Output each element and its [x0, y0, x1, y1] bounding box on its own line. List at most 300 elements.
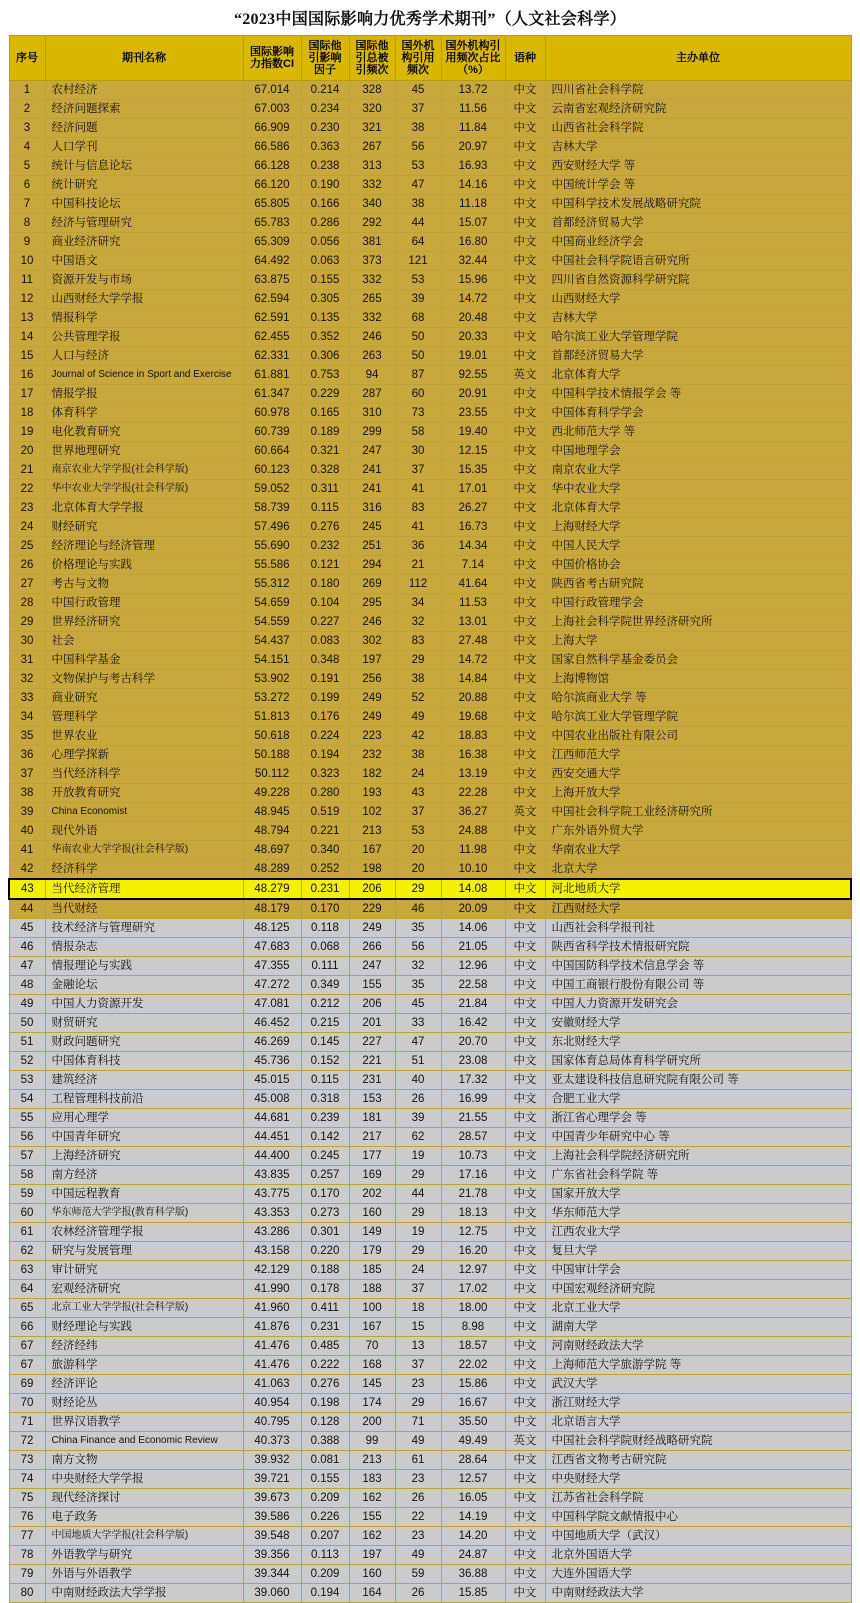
table-row[interactable] — [9, 1394, 851, 1413]
cell-ci: 43.775 — [243, 1185, 301, 1204]
cell-journal-name: 经济科学 — [45, 860, 243, 880]
column-header-foreign-institution-citations: 国外机构引用频次 — [395, 36, 441, 81]
cell-host-institution: 上海师范大学旅游学院 等 — [545, 1356, 851, 1375]
table-row[interactable] — [9, 1299, 851, 1318]
cell-impact-factor: 0.318 — [301, 1090, 349, 1109]
table-row[interactable] — [9, 1546, 851, 1565]
cell-foreign-institution-citations: 29 — [395, 651, 441, 670]
cell-ci: 54.659 — [243, 594, 301, 613]
cell-ci: 47.355 — [243, 957, 301, 976]
cell-language: 中文 — [505, 499, 545, 518]
cell-language: 中文 — [505, 1375, 545, 1394]
cell-host-institution: 亚太建设科技信息研究院有限公司 等 — [545, 1071, 851, 1090]
table-row[interactable] — [9, 1413, 851, 1432]
cell-foreign-citation-percent: 10.10 — [441, 860, 505, 880]
cell-language: 中文 — [505, 1033, 545, 1052]
cell-ci: 62.594 — [243, 290, 301, 309]
cell-total-citations: 149 — [349, 1223, 395, 1242]
cell-impact-factor: 0.257 — [301, 1166, 349, 1185]
cell-foreign-citation-percent: 21.55 — [441, 1109, 505, 1128]
table-row[interactable] — [9, 1565, 851, 1584]
cell-ci: 39.060 — [243, 1584, 301, 1603]
table-row[interactable] — [9, 366, 851, 385]
table-row[interactable] — [9, 81, 851, 100]
cell-ci: 63.875 — [243, 271, 301, 290]
cell-total-citations: 183 — [349, 1470, 395, 1489]
cell-rank: 46 — [9, 938, 45, 957]
cell-host-institution: 西安交通大学 — [545, 765, 851, 784]
table-row[interactable] — [9, 518, 851, 537]
cell-journal-name: 技术经济与管理研究 — [45, 919, 243, 938]
cell-foreign-institution-citations: 58 — [395, 423, 441, 442]
cell-ci: 45.008 — [243, 1090, 301, 1109]
cell-foreign-institution-citations: 37 — [395, 1356, 441, 1375]
cell-foreign-institution-citations: 32 — [395, 613, 441, 632]
cell-impact-factor: 0.121 — [301, 556, 349, 575]
table-row[interactable] — [9, 442, 851, 461]
cell-language: 中文 — [505, 727, 545, 746]
cell-foreign-citation-percent: 14.72 — [441, 651, 505, 670]
table-row[interactable] — [9, 100, 851, 119]
cell-ci: 40.373 — [243, 1432, 301, 1451]
cell-rank: 8 — [9, 214, 45, 233]
cell-host-institution: 中国地质大学（武汉） — [545, 1527, 851, 1546]
cell-host-institution: 武汉大学 — [545, 1375, 851, 1394]
table-row[interactable] — [9, 309, 851, 328]
cell-foreign-institution-citations: 45 — [395, 81, 441, 100]
cell-total-citations: 167 — [349, 841, 395, 860]
cell-host-institution: 中国科学技术发展战略研究院 — [545, 195, 851, 214]
table-row[interactable] — [9, 860, 851, 880]
cell-total-citations: 188 — [349, 1280, 395, 1299]
cell-foreign-institution-citations: 22 — [395, 1508, 441, 1527]
table-row[interactable] — [9, 214, 851, 233]
table-row[interactable] — [9, 651, 851, 670]
cell-rank: 70 — [9, 1394, 45, 1413]
table-row[interactable] — [9, 328, 851, 347]
cell-host-institution: 北京体育大学 — [545, 366, 851, 385]
cell-rank: 23 — [9, 499, 45, 518]
cell-impact-factor: 0.142 — [301, 1128, 349, 1147]
cell-rank: 60 — [9, 1204, 45, 1223]
cell-foreign-citation-percent: 17.02 — [441, 1280, 505, 1299]
cell-language: 中文 — [505, 138, 545, 157]
cell-language: 中文 — [505, 556, 545, 575]
cell-language: 中文 — [505, 252, 545, 271]
cell-language: 中文 — [505, 1584, 545, 1603]
cell-host-institution: 中国人民大学 — [545, 537, 851, 556]
cell-language: 中文 — [505, 976, 545, 995]
cell-language: 中文 — [505, 938, 545, 957]
cell-foreign-institution-citations: 29 — [395, 1242, 441, 1261]
cell-journal-name: 中国语文 — [45, 252, 243, 271]
cell-foreign-institution-citations: 44 — [395, 214, 441, 233]
cell-total-citations: 249 — [349, 689, 395, 708]
cell-host-institution: 中国行政管理学会 — [545, 594, 851, 613]
cell-host-institution: 首都经济贸易大学 — [545, 214, 851, 233]
cell-foreign-institution-citations: 53 — [395, 822, 441, 841]
table-row[interactable] — [9, 1527, 851, 1546]
cell-ci: 54.559 — [243, 613, 301, 632]
cell-journal-name: 文物保护与考古科学 — [45, 670, 243, 689]
table-row[interactable] — [9, 1033, 851, 1052]
table-row[interactable] — [9, 1128, 851, 1147]
cell-rank: 58 — [9, 1166, 45, 1185]
cell-foreign-citation-percent: 21.78 — [441, 1185, 505, 1204]
cell-total-citations: 185 — [349, 1261, 395, 1280]
cell-journal-name: 外语与外语教学 — [45, 1565, 243, 1584]
cell-foreign-institution-citations: 36 — [395, 537, 441, 556]
cell-rank: 49 — [9, 995, 45, 1014]
cell-language: 中文 — [505, 613, 545, 632]
cell-foreign-citation-percent: 22.02 — [441, 1356, 505, 1375]
cell-impact-factor: 0.301 — [301, 1223, 349, 1242]
table-row[interactable] — [9, 195, 851, 214]
table-row[interactable] — [9, 290, 851, 309]
cell-foreign-citation-percent: 22.58 — [441, 976, 505, 995]
cell-host-institution: 西北师范大学 等 — [545, 423, 851, 442]
cell-language: 中文 — [505, 271, 545, 290]
cell-host-institution: 北京语言大学 — [545, 1413, 851, 1432]
table-row[interactable] — [9, 1280, 851, 1299]
cell-journal-name: 现代经济探讨 — [45, 1489, 243, 1508]
cell-rank: 55 — [9, 1109, 45, 1128]
cell-host-institution: 中国社会科学院财经战略研究院 — [545, 1432, 851, 1451]
column-header-total-citations: 国际他引总被引频次 — [349, 36, 395, 81]
cell-foreign-institution-citations: 29 — [395, 1204, 441, 1223]
cell-ci: 43.286 — [243, 1223, 301, 1242]
cell-foreign-citation-percent: 11.98 — [441, 841, 505, 860]
cell-impact-factor: 0.199 — [301, 689, 349, 708]
column-header-host-institution: 主办单位 — [545, 36, 851, 81]
cell-ci: 54.437 — [243, 632, 301, 651]
cell-host-institution: 中国青少年研究中心 等 — [545, 1128, 851, 1147]
cell-total-citations: 381 — [349, 233, 395, 252]
table-row[interactable] — [9, 1147, 851, 1166]
table-row[interactable] — [9, 347, 851, 366]
cell-impact-factor: 0.519 — [301, 803, 349, 822]
cell-language: 中文 — [505, 157, 545, 176]
cell-foreign-citation-percent: 12.97 — [441, 1261, 505, 1280]
table-row[interactable] — [9, 556, 851, 575]
cell-ci: 55.690 — [243, 537, 301, 556]
cell-impact-factor: 0.178 — [301, 1280, 349, 1299]
cell-total-citations: 223 — [349, 727, 395, 746]
cell-journal-name: 财经研究 — [45, 518, 243, 537]
cell-host-institution: 首都经济贸易大学 — [545, 347, 851, 366]
cell-rank: 50 — [9, 1014, 45, 1033]
table-row[interactable] — [9, 461, 851, 480]
table-row[interactable] — [9, 1109, 851, 1128]
cell-language: 中文 — [505, 1242, 545, 1261]
cell-journal-name: 当代经济管理 — [45, 879, 243, 899]
cell-host-institution: 四川省自然资源科学研究院 — [545, 271, 851, 290]
cell-impact-factor: 0.311 — [301, 480, 349, 499]
cell-ci: 50.112 — [243, 765, 301, 784]
cell-total-citations: 229 — [349, 899, 395, 919]
cell-impact-factor: 0.212 — [301, 995, 349, 1014]
cell-language: 中文 — [505, 1280, 545, 1299]
cell-foreign-institution-citations: 23 — [395, 1375, 441, 1394]
cell-total-citations: 206 — [349, 995, 395, 1014]
cell-journal-name: 经济问题 — [45, 119, 243, 138]
cell-journal-name: 审计研究 — [45, 1261, 243, 1280]
table-row[interactable] — [9, 670, 851, 689]
table-row[interactable] — [9, 404, 851, 423]
table-row[interactable] — [9, 822, 851, 841]
cell-ci: 45.736 — [243, 1052, 301, 1071]
cell-host-institution: 河南财经政法大学 — [545, 1337, 851, 1356]
table-row[interactable] — [9, 803, 851, 822]
table-row[interactable] — [9, 1052, 851, 1071]
cell-language: 中文 — [505, 290, 545, 309]
table-row[interactable] — [9, 1318, 851, 1337]
cell-foreign-institution-citations: 13 — [395, 1337, 441, 1356]
cell-ci: 48.794 — [243, 822, 301, 841]
cell-impact-factor: 0.166 — [301, 195, 349, 214]
cell-ci: 48.945 — [243, 803, 301, 822]
cell-rank: 16 — [9, 366, 45, 385]
cell-ci: 58.739 — [243, 499, 301, 518]
cell-foreign-institution-citations: 60 — [395, 385, 441, 404]
cell-journal-name: 山西财经大学学报 — [45, 290, 243, 309]
table-row[interactable] — [9, 841, 851, 860]
cell-foreign-institution-citations: 39 — [395, 290, 441, 309]
cell-total-citations: 202 — [349, 1185, 395, 1204]
cell-impact-factor: 0.170 — [301, 1185, 349, 1204]
cell-ci: 47.272 — [243, 976, 301, 995]
cell-rank: 7 — [9, 195, 45, 214]
cell-rank: 27 — [9, 575, 45, 594]
table-row[interactable] — [9, 632, 851, 651]
cell-ci: 54.151 — [243, 651, 301, 670]
cell-foreign-institution-citations: 20 — [395, 860, 441, 880]
cell-foreign-institution-citations: 44 — [395, 1185, 441, 1204]
cell-language: 中文 — [505, 195, 545, 214]
table-row[interactable] — [9, 746, 851, 765]
table-row[interactable] — [9, 1185, 851, 1204]
table-row[interactable] — [9, 1375, 851, 1394]
cell-ci: 55.312 — [243, 575, 301, 594]
table-row[interactable] — [9, 708, 851, 727]
table-row[interactable] — [9, 1242, 851, 1261]
table-row[interactable] — [9, 784, 851, 803]
cell-language: 中文 — [505, 176, 545, 195]
cell-host-institution: 江西农业大学 — [545, 1223, 851, 1242]
table-row[interactable] — [9, 1508, 851, 1527]
cell-foreign-citation-percent: 11.56 — [441, 100, 505, 119]
cell-rank: 41 — [9, 841, 45, 860]
table-row[interactable] — [9, 1223, 851, 1242]
cell-foreign-institution-citations: 30 — [395, 442, 441, 461]
cell-ci: 59.052 — [243, 480, 301, 499]
cell-foreign-citation-percent: 28.64 — [441, 1451, 505, 1470]
cell-foreign-institution-citations: 26 — [395, 1489, 441, 1508]
table-row[interactable] — [9, 1071, 851, 1090]
table-row[interactable] — [9, 1337, 851, 1356]
cell-impact-factor: 0.340 — [301, 841, 349, 860]
cell-ci: 51.813 — [243, 708, 301, 727]
cell-rank: 9 — [9, 233, 45, 252]
cell-rank: 33 — [9, 689, 45, 708]
cell-total-citations: 162 — [349, 1489, 395, 1508]
table-row[interactable] — [9, 1451, 851, 1470]
cell-journal-name: 华南农业大学学报(社会科学版) — [45, 841, 243, 860]
table-row[interactable] — [9, 1261, 851, 1280]
cell-journal-name: 情报科学 — [45, 309, 243, 328]
table-row[interactable] — [9, 1584, 851, 1603]
cell-foreign-citation-percent: 41.64 — [441, 575, 505, 594]
cell-host-institution: 华中农业大学 — [545, 480, 851, 499]
table-row[interactable] — [9, 537, 851, 556]
cell-ci: 53.902 — [243, 670, 301, 689]
table-row[interactable] — [9, 1489, 851, 1508]
cell-impact-factor: 0.209 — [301, 1565, 349, 1584]
cell-foreign-institution-citations: 26 — [395, 1584, 441, 1603]
cell-impact-factor: 0.230 — [301, 119, 349, 138]
table-row[interactable] — [9, 499, 851, 518]
cell-rank: 52 — [9, 1052, 45, 1071]
table-row[interactable] — [9, 976, 851, 995]
cell-foreign-citation-percent: 27.48 — [441, 632, 505, 651]
cell-total-citations: 160 — [349, 1565, 395, 1584]
cell-ci: 67.014 — [243, 81, 301, 100]
cell-rank: 5 — [9, 157, 45, 176]
table-row[interactable] — [9, 879, 851, 899]
cell-total-citations: 249 — [349, 919, 395, 938]
cell-impact-factor: 0.115 — [301, 499, 349, 518]
cell-ci: 39.356 — [243, 1546, 301, 1565]
table-row[interactable] — [9, 1356, 851, 1375]
cell-rank: 66 — [9, 1318, 45, 1337]
cell-total-citations: 227 — [349, 1033, 395, 1052]
cell-total-citations: 160 — [349, 1204, 395, 1223]
cell-language: 中文 — [505, 1090, 545, 1109]
cell-foreign-citation-percent: 11.53 — [441, 594, 505, 613]
table-row[interactable] — [9, 138, 851, 157]
cell-rank: 30 — [9, 632, 45, 651]
table-row[interactable] — [9, 1204, 851, 1223]
table-row[interactable] — [9, 271, 851, 290]
table-row[interactable] — [9, 919, 851, 938]
cell-rank: 20 — [9, 442, 45, 461]
cell-foreign-institution-citations: 26 — [395, 1090, 441, 1109]
cell-journal-name: 体育科学 — [45, 404, 243, 423]
table-row[interactable] — [9, 480, 851, 499]
cell-rank: 54 — [9, 1090, 45, 1109]
table-row[interactable] — [9, 1090, 851, 1109]
cell-rank: 22 — [9, 480, 45, 499]
table-row[interactable] — [9, 938, 851, 957]
cell-host-institution: 国家体育总局体育科学研究所 — [545, 1052, 851, 1071]
cell-impact-factor: 0.280 — [301, 784, 349, 803]
cell-rank: 69 — [9, 1375, 45, 1394]
cell-journal-name: 考古与文物 — [45, 575, 243, 594]
column-header-impact-factor: 国际他引影响因子 — [301, 36, 349, 81]
cell-impact-factor: 0.363 — [301, 138, 349, 157]
cell-language: 中文 — [505, 670, 545, 689]
cell-total-citations: 316 — [349, 499, 395, 518]
cell-ci: 48.279 — [243, 879, 301, 899]
cell-ci: 41.990 — [243, 1280, 301, 1299]
cell-total-citations: 102 — [349, 803, 395, 822]
cell-foreign-citation-percent: 17.01 — [441, 480, 505, 499]
table-row[interactable] — [9, 1014, 851, 1033]
table-row[interactable] — [9, 252, 851, 271]
table-row[interactable] — [9, 176, 851, 195]
cell-impact-factor: 0.245 — [301, 1147, 349, 1166]
cell-foreign-institution-citations: 24 — [395, 1261, 441, 1280]
table-row[interactable] — [9, 119, 851, 138]
cell-host-institution: 河北地质大学 — [545, 879, 851, 899]
cell-foreign-citation-percent: 13.72 — [441, 81, 505, 100]
cell-foreign-institution-citations: 19 — [395, 1223, 441, 1242]
table-row[interactable] — [9, 899, 851, 919]
cell-foreign-citation-percent: 35.50 — [441, 1413, 505, 1432]
cell-impact-factor: 0.198 — [301, 1394, 349, 1413]
cell-total-citations: 145 — [349, 1375, 395, 1394]
cell-foreign-institution-citations: 83 — [395, 632, 441, 651]
cell-foreign-citation-percent: 17.32 — [441, 1071, 505, 1090]
cell-rank: 19 — [9, 423, 45, 442]
table-row[interactable] — [9, 594, 851, 613]
cell-total-citations: 99 — [349, 1432, 395, 1451]
table-row[interactable] — [9, 765, 851, 784]
table-row[interactable] — [9, 1470, 851, 1489]
cell-journal-name: 中国科技论坛 — [45, 195, 243, 214]
cell-journal-name: 财政问题研究 — [45, 1033, 243, 1052]
cell-rank: 74 — [9, 1470, 45, 1489]
table-row[interactable] — [9, 385, 851, 404]
cell-host-institution: 上海社会科学院经济研究所 — [545, 1147, 851, 1166]
cell-language: 中文 — [505, 1128, 545, 1147]
table-row[interactable] — [9, 613, 851, 632]
table-row[interactable] — [9, 1166, 851, 1185]
cell-impact-factor: 0.220 — [301, 1242, 349, 1261]
cell-language: 中文 — [505, 708, 545, 727]
cell-host-institution: 国家自然科学基金委员会 — [545, 651, 851, 670]
table-row[interactable] — [9, 1432, 851, 1451]
cell-host-institution: 国家开放大学 — [545, 1185, 851, 1204]
cell-foreign-institution-citations: 24 — [395, 765, 441, 784]
cell-language: 英文 — [505, 366, 545, 385]
cell-journal-name: 上海经济研究 — [45, 1147, 243, 1166]
cell-ci: 41.476 — [243, 1337, 301, 1356]
cell-foreign-citation-percent: 16.38 — [441, 746, 505, 765]
cell-ci: 66.586 — [243, 138, 301, 157]
cell-rank: 67 — [9, 1337, 45, 1356]
cell-foreign-institution-citations: 41 — [395, 518, 441, 537]
table-row[interactable] — [9, 157, 851, 176]
cell-total-citations: 321 — [349, 119, 395, 138]
table-row[interactable] — [9, 689, 851, 708]
cell-total-citations: 294 — [349, 556, 395, 575]
cell-ci: 40.954 — [243, 1394, 301, 1413]
cell-foreign-citation-percent: 23.55 — [441, 404, 505, 423]
table-row[interactable] — [9, 575, 851, 594]
cell-rank: 29 — [9, 613, 45, 632]
cell-rank: 45 — [9, 919, 45, 938]
table-row[interactable] — [9, 423, 851, 442]
table-row[interactable] — [9, 727, 851, 746]
cell-ci: 60.664 — [243, 442, 301, 461]
cell-host-institution: 中国商业经济学会 — [545, 233, 851, 252]
table-row[interactable] — [9, 957, 851, 976]
table-row[interactable] — [9, 995, 851, 1014]
cell-ci: 39.586 — [243, 1508, 301, 1527]
cell-foreign-institution-citations: 20 — [395, 841, 441, 860]
table-row[interactable] — [9, 233, 851, 252]
